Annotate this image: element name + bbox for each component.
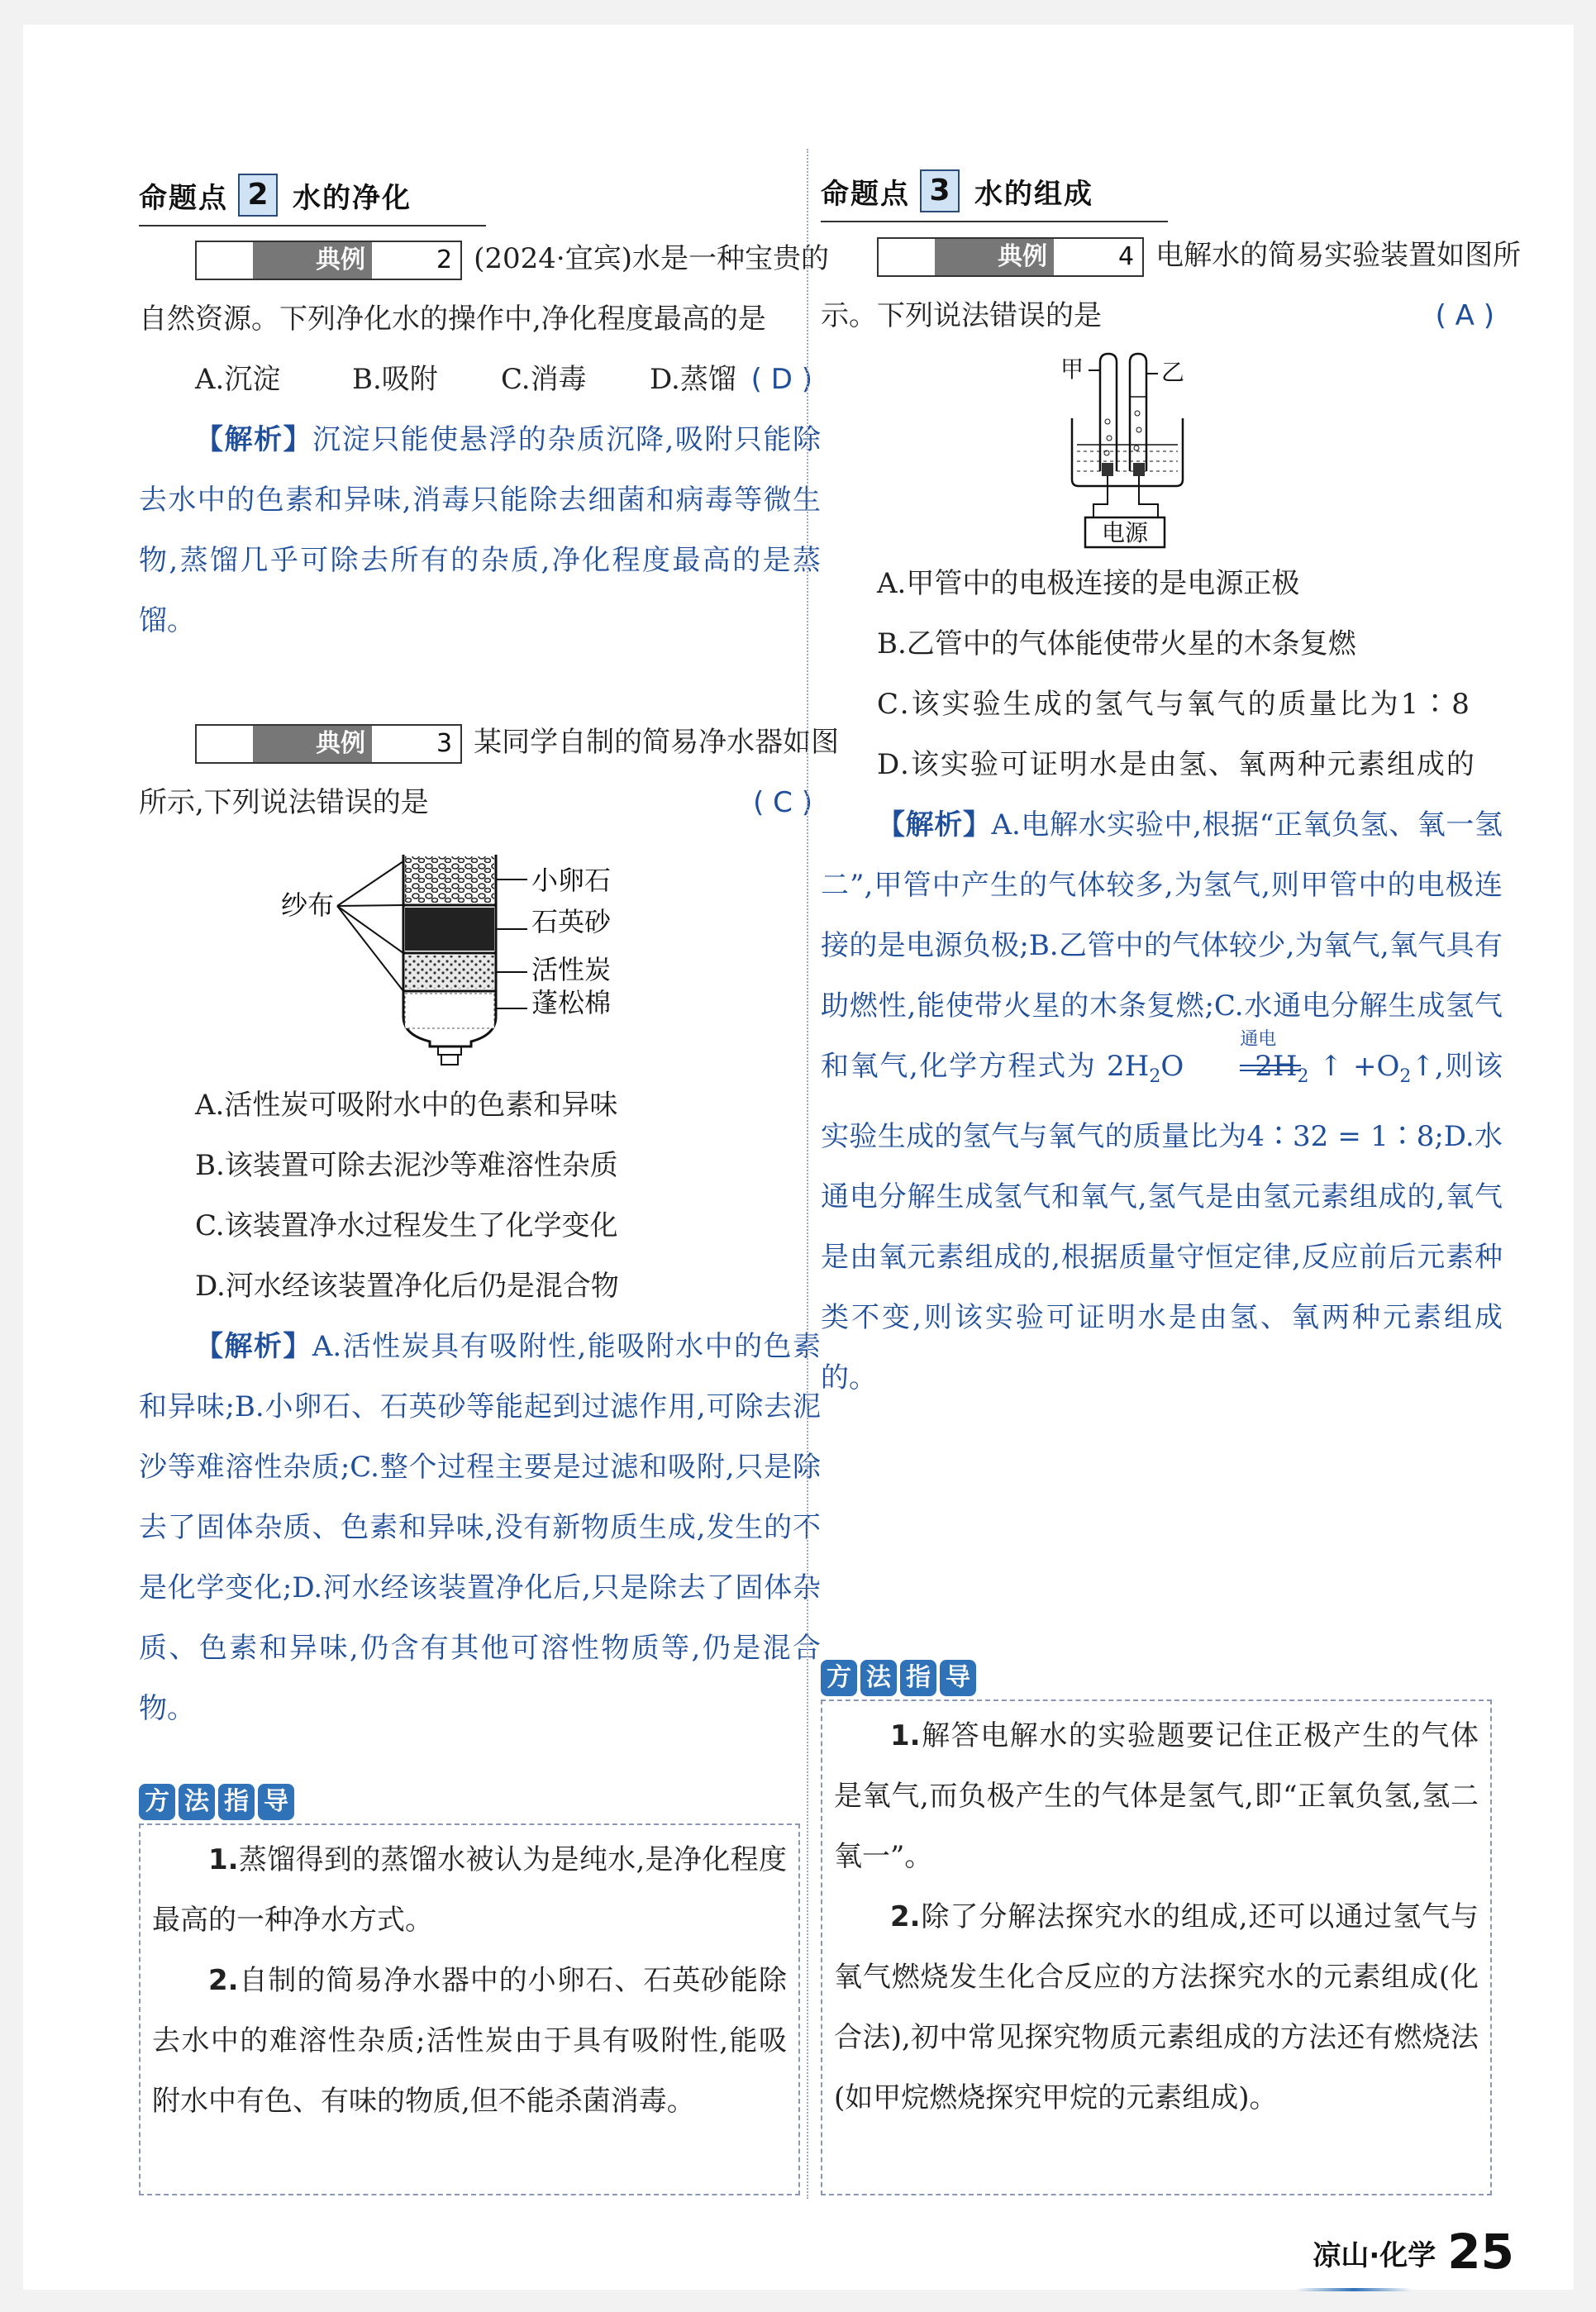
option-c: C.该装置净水过程发生了化学变化 xyxy=(195,1209,618,1242)
example-2 xyxy=(139,229,829,651)
method-point-1: 1.解答电解水的实验题要记住正极产生的气体是氧气,而负极产生的气体是氢气,即“正氧负氢,氢二氧一”。 xyxy=(834,1719,1479,1873)
example-2-stem-rest: 自然资源。下列净化水的操作中,净化程度最高的是 ( D ) xyxy=(139,289,821,350)
example-2-analysis: 【解析】沉淀只能使悬浮的杂质沉降,吸附只能除去水中的色素和异味,消毒只能除去细菌和病毒等微生物,蒸馏几乎可除去所有的杂质,净化程度最高的是蒸馏。 xyxy=(139,423,822,637)
example-4-stem-rest: 示。下列说法错误的是 ( A ) xyxy=(821,286,1503,346)
label-power: 电源 xyxy=(1102,519,1149,546)
example-4 xyxy=(821,226,1522,346)
example-3 xyxy=(139,713,840,833)
footer-label: 凉山·化学 xyxy=(1313,2239,1436,2272)
label-jia: 甲 xyxy=(1060,355,1084,383)
method-guide-badge: 方 法 指 导 xyxy=(821,1660,976,1696)
method-point-2: 2.除了分解法探究水的组成,还可以通过氢气与氧气燃烧发生化合反应的方法探究水的元素组成(化合法),初中常见探究物质元素组成的方法还有燃烧法(如甲烷燃烧探究甲烷的元素组成)。 xyxy=(834,1900,1479,2114)
section-title: 水的组成 xyxy=(974,177,1093,211)
electrolysis-apparatus-figure xyxy=(1060,347,1226,554)
footer-accent-line xyxy=(1296,2288,1412,2291)
example-badge: 典例 2 xyxy=(195,241,462,280)
example-3-body xyxy=(139,1075,821,1739)
answer-mark: ( D ) xyxy=(750,363,812,396)
section-number: 2 xyxy=(238,174,278,217)
option-d: D.河水经该装置净化后仍是混合物 xyxy=(195,1270,619,1303)
option-b: B.该装置可除去泥沙等难溶性杂质 xyxy=(195,1149,618,1182)
example-badge: 典例 3 xyxy=(195,724,462,764)
example-4-analysis: 【解析】A.电解水实验中,根据“正氧负氢、氧一氢二”,甲管中产生的气体较多,为氢气,则甲管中的电极连接的是电源负极;B.乙管中的气体较少,为氧气,氧气具有助燃性,能使带火星的木条复燃;C.水通电分解生成氢气和氧气,化学方程式为 $2H_2O$ 通电 $2H_2$ ↑ $+O_2↑$,则该实验生成的氢气与氧气的质量比为4∶32 = 1∶8;D.水通电分解生成氢气和氧气,氢气是由氢元素组成的,氧气是由氧元素组成的,根据质量守恒定律,反应前后元素种类不变,则该实验可证明水是由氢、氧两种元素组成的。 xyxy=(821,808,1503,1394)
option-d: D.该实验可证明水是由氢、氧两种元素组成的 xyxy=(877,748,1476,781)
option-c: C.消毒 xyxy=(501,363,587,396)
method-point-2: 2.自制的简易净水器中的小卵石、石英砂能除去水中的难溶性杂质;活性炭由于具有吸附性,能吸附水中有色、有味的物质,但不能杀菌消毒。 xyxy=(152,1964,787,2118)
answer-mark: ( C ) xyxy=(753,786,812,819)
example-3-stem-first: 典例 3 某同学自制的简易净水器如图 xyxy=(139,713,821,773)
option-d: D.蒸馏 xyxy=(650,363,736,396)
option-a: A.活性炭可吸附水中的色素和异味 xyxy=(195,1089,618,1122)
option-c: C.该实验生成的氢气与氧气的质量比为1∶8 xyxy=(877,688,1472,721)
example-3-stem-rest: 所示,下列说法错误的是 ( C ) xyxy=(139,773,821,833)
example-badge: 典例 4 xyxy=(877,237,1144,277)
column-divider xyxy=(807,149,808,2199)
example-2-options xyxy=(139,350,821,410)
method-guide-box xyxy=(139,1823,800,2195)
option-b: B.吸附 xyxy=(352,363,438,396)
example-4-body xyxy=(821,554,1503,1409)
method-point-1: 1.蒸馏得到的蒸馏水被认为是纯水,是净化程度最高的一种净水方式。 xyxy=(152,1843,787,1937)
label-pebble: 小卵石 xyxy=(531,865,612,896)
option-a: A.沉淀 xyxy=(195,363,281,396)
method-guide-box xyxy=(821,1699,1492,2195)
example-3-analysis: 【解析】A.活性炭具有吸附性,能吸附水中的色素和异味;B.小卵石、石英砂等能起到过滤作用,可除去泥沙等难溶性杂质;C.整个过程主要是过滤和吸附,只是除去了固体杂质、色素和异味,没有新物质生成,发生的不是化学变化;D.河水经该装置净化后,只是除去了固体杂质、色素和异味,仍含有其他可溶性物质等,仍是混合物。 xyxy=(139,1330,821,1725)
workbook-page xyxy=(23,25,1574,2290)
water-purifier-figure xyxy=(279,843,676,1066)
section-label: 命题点 xyxy=(821,177,910,211)
option-a: A.甲管中的电极连接的是电源正极 xyxy=(877,567,1300,600)
option-b: B.乙管中的气体能使带火星的木条复燃 xyxy=(877,627,1356,660)
label-sand: 石英砂 xyxy=(531,906,612,937)
example-4-stem-first: 典例 4 电解水的简易实验装置如图所 xyxy=(821,226,1503,286)
section-heading-3 xyxy=(821,166,1168,216)
section-number: 3 xyxy=(920,169,960,212)
label-cloth: 纱布 xyxy=(281,889,335,921)
section-title: 水的净化 xyxy=(293,181,412,215)
label-cotton: 蓬松棉 xyxy=(531,987,612,1018)
section-label: 命题点 xyxy=(139,181,228,215)
label-carbon: 活性炭 xyxy=(531,954,612,985)
example-2-stem-first: 典例 2 (2024·宜宾)水是一种宝贵的 xyxy=(139,229,821,289)
chemical-equation: $2H_2O$ 通电 $2H_2$ ↑ xyxy=(1107,1029,1343,1087)
answer-mark: ( A ) xyxy=(1435,299,1494,332)
page-number: 25 xyxy=(1447,2224,1514,2280)
label-yi: 乙 xyxy=(1161,359,1185,386)
section-heading-2 xyxy=(139,170,486,220)
page-footer xyxy=(1313,2224,1514,2280)
method-guide-badge: 方 法 指 导 xyxy=(139,1784,294,1820)
